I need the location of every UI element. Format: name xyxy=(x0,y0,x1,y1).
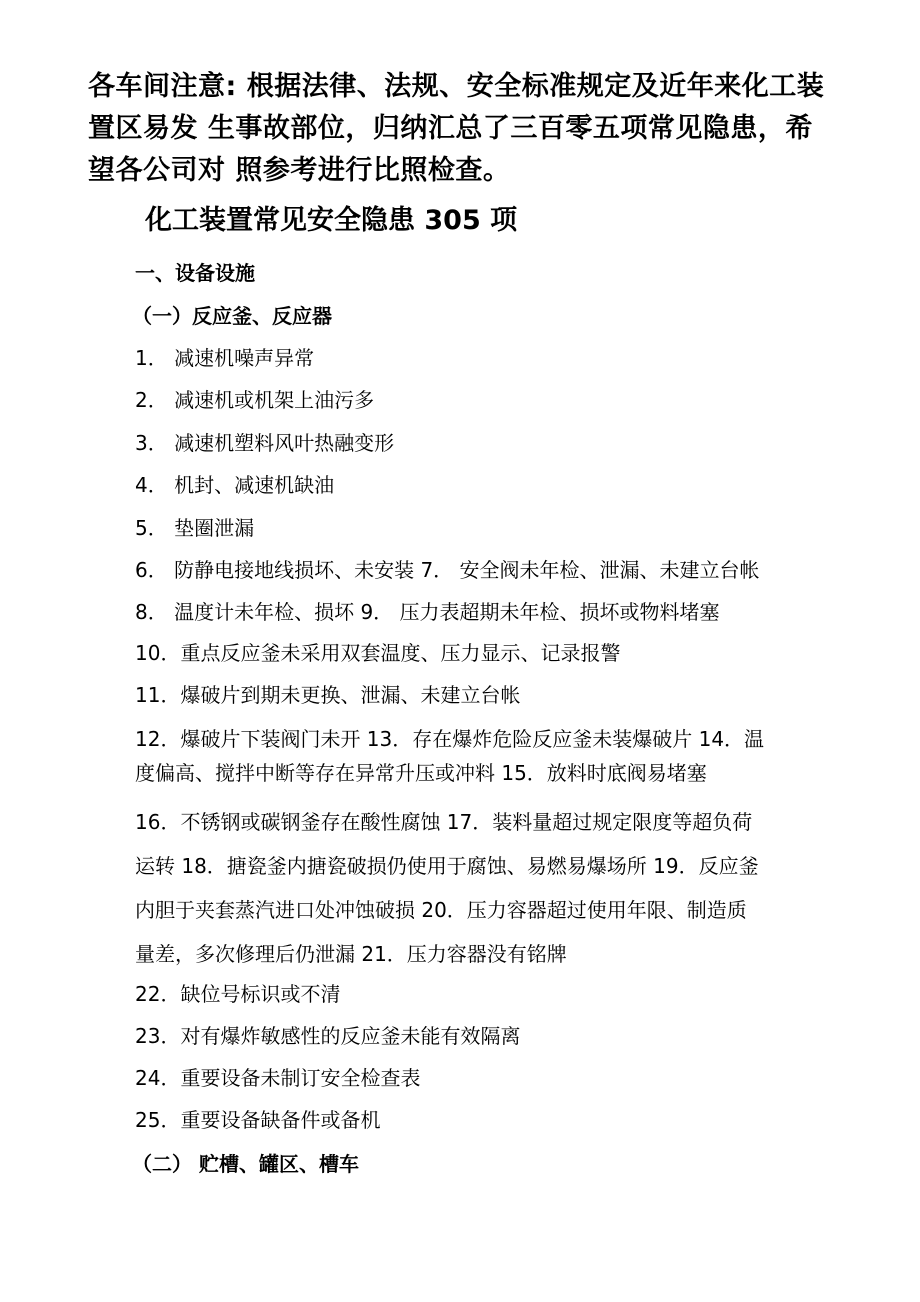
paragraph-line: 度偏高、搅拌中断等存在异常升压或冲料 15．放料时底阀易堵塞 xyxy=(135,761,707,785)
paragraph-line: 12．爆破片下装阀门未开 13．存在爆炸危险反应釜未装爆破片 14．温 xyxy=(135,727,765,751)
intro-notice xyxy=(88,66,848,192)
intro-line: 置区易发 生事故部位，归纳汇总了三百零五项常见隐患，希 xyxy=(88,113,813,144)
paragraph-line: 内胆于夹套蒸汽进口处冲蚀破损 20．压力容器超过使用年限、制造质 xyxy=(135,898,747,922)
subsection-heading: （一）反应釜、反应器 xyxy=(132,304,332,328)
list-item: 10．重点反应釜未采用双套温度、压力显示、记录报警 xyxy=(135,641,621,665)
list-item: 8． 温度计未年检、损坏 9． 压力表超期未年检、损坏或物料堵塞 xyxy=(135,600,720,624)
list-item: 1． 减速机噪声异常 xyxy=(135,346,315,370)
paragraph-line: 16．不锈钢或碳钢釜存在酸性腐蚀 17．装料量超过规定限度等超负荷 xyxy=(135,810,753,834)
list-item: 2． 减速机或机架上油污多 xyxy=(135,388,375,412)
list-item: 24．重要设备未制订安全检查表 xyxy=(135,1066,421,1090)
subsection-heading: （二） 贮槽、罐区、槽车 xyxy=(132,1152,359,1176)
list-item: 23．对有爆炸敏感性的反应釜未能有效隔离 xyxy=(135,1024,521,1048)
list-paragraph xyxy=(135,722,845,790)
list-item: 5． 垫圈泄漏 xyxy=(135,516,255,540)
list-item: 22．缺位号标识或不清 xyxy=(135,982,341,1006)
list-paragraph xyxy=(135,800,845,976)
list-item: 3． 减速机塑料风叶热融变形 xyxy=(135,431,395,455)
paragraph-line: 量差，多次修理后仍泄漏 21．压力容器没有铭牌 xyxy=(135,942,567,966)
intro-line: 各车间注意: 根据法律、法规、安全标准规定及近年来化工装 xyxy=(88,71,825,102)
document-title: 化工装置常见安全隐患 305 项 xyxy=(145,205,518,236)
list-item: 4． 机封、减速机缺油 xyxy=(135,473,335,497)
list-item: 25．重要设备缺备件或备机 xyxy=(135,1108,381,1132)
list-item: 11．爆破片到期未更换、泄漏、未建立台帐 xyxy=(135,683,521,707)
intro-line: 望各公司对 照参考进行比照检查。 xyxy=(88,155,511,186)
list-item: 6． 防静电接地线损坏、未安装 7． 安全阀未年检、泄漏、未建立台帐 xyxy=(135,558,760,582)
section-heading: 一、设备设施 xyxy=(135,261,255,285)
paragraph-line: 运转 18．搪瓷釜内搪瓷破损仍使用于腐蚀、易燃易爆场所 19．反应釜 xyxy=(135,854,759,878)
